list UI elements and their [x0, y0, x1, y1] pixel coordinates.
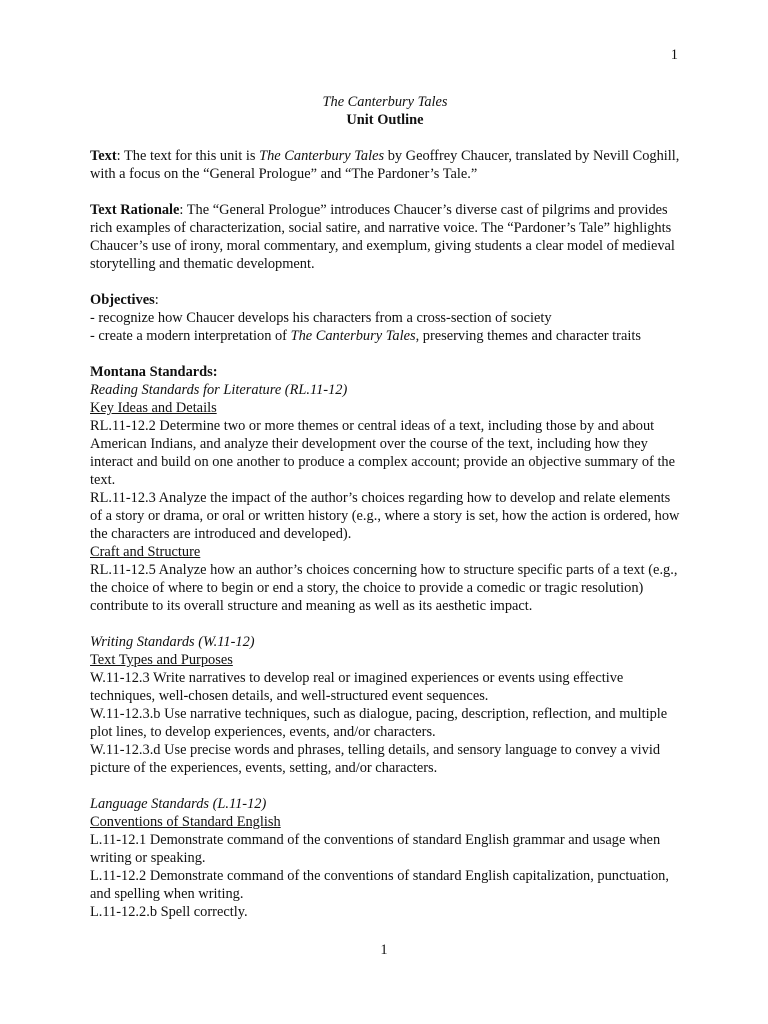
standard-l-2b: L.11-12.2.b Spell correctly.: [90, 904, 248, 920]
standard-l-2: L.11-12.2 Demonstrate command of the conventions of standard English capitalization, punctuation, and spelling when writing.: [90, 868, 669, 902]
reading-standards-heading: Reading Standards for Literature (RL.11-12): [90, 382, 348, 398]
language-standards-heading: Language Standards (L.11-12): [90, 796, 267, 812]
objective-item: - create a modern interpretation of The Canterbury Tales, preserving themes and character traits: [90, 328, 641, 344]
document-body: [90, 93, 680, 921]
standard-w-3b: W.11-12.3.b Use narrative techniques, such as dialogue, pacing, description, reflection, and multiple plot lines, to develop experiences, events, and/or characters.: [90, 706, 668, 740]
text-types-subheading: Text Types and Purposes: [90, 652, 233, 668]
objectives-heading: Objectives:: [90, 292, 159, 308]
page-number-top: 1: [670, 47, 678, 63]
document-subtitle: Unit Outline: [346, 112, 424, 128]
standard-rl-3: RL.11-12.3 Analyze the impact of the author’s choices regarding how to develop and relate elements of a story or drama, or oral or written history (e.g., where a story is set, how the action is ordered, how the characters are introduced and developed).: [90, 490, 680, 542]
standard-l-1: L.11-12.1 Demonstrate command of the conventions of standard English grammar and usage when writing or speaking.: [90, 832, 661, 866]
rationale-paragraph: Text Rationale: The “General Prologue” introduces Chaucer’s diverse cast of pilgrims and provides rich examples of characterization, social satire, and narrative voice. The “Pardoner’s Tale” highlights Chaucer’s use of irony, moral commentary, and exemplum, giving students a clear model of medieval storytelling and thematic development.: [90, 202, 675, 272]
standard-w-3: W.11-12.3 Write narratives to develop real or imagined experiences or events using effective techniques, well-chosen details, and well-structured event sequences.: [90, 670, 624, 704]
book-title: The Canterbury Tales: [290, 328, 416, 344]
standard-w-3d: W.11-12.3.d Use precise words and phrases, telling details, and sensory language to convey a vivid picture of the experiences, events, setting, and/or characters.: [90, 742, 661, 776]
conventions-subheading: Conventions of Standard English: [90, 814, 281, 830]
standards-heading: Montana Standards:: [90, 364, 218, 380]
page-number-bottom: 1: [380, 942, 388, 958]
standard-rl-2: RL.11-12.2 Determine two or more themes or central ideas of a text, including those by and about American Indians, and analyze their development over the course of the text, including how they interact and build on one another to produce a complex account; provide an objective summary of the text.: [90, 418, 676, 488]
standard-rl-5: RL.11-12.5 Analyze how an author’s choices concerning how to structure specific parts of a text (e.g., the choice of where to begin or end a story, the choice to provide a comedic or tragic resolution) contribute to its overall structure and meaning as well as its aesthetic impact.: [90, 562, 678, 614]
objective-item: - recognize how Chaucer develops his characters from a cross-section of society: [90, 310, 552, 326]
craft-structure-subheading: Craft and Structure: [90, 544, 201, 560]
key-ideas-subheading: Key Ideas and Details: [90, 400, 217, 416]
text-label: Text: [90, 148, 117, 164]
document-title: The Canterbury Tales: [322, 94, 448, 110]
rationale-label: Text Rationale: [90, 202, 180, 218]
book-title: The Canterbury Tales: [259, 148, 385, 164]
text-paragraph: Text: The text for this unit is The Canterbury Tales by Geoffrey Chaucer, translated by Nevill Coghill, with a focus on the “General Prologue” and “The Pardoner’s Tale.”: [90, 148, 680, 182]
writing-standards-heading: Writing Standards (W.11-12): [90, 634, 255, 650]
